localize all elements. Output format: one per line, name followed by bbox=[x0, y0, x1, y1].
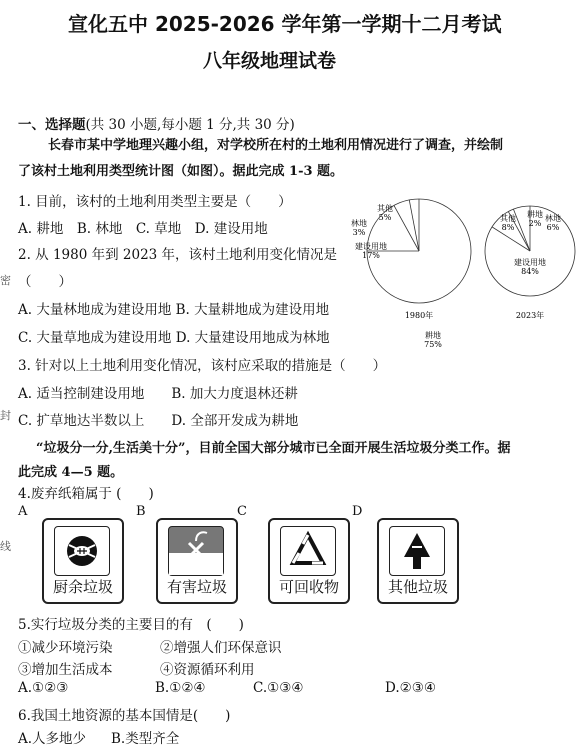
section-heading-label: 一、选择题 bbox=[18, 117, 86, 133]
q1-stem: 1. 目前，该村的土地利用类型主要是（ ） bbox=[18, 194, 292, 210]
bin-other-waste bbox=[377, 518, 459, 604]
section-heading bbox=[18, 113, 295, 133]
pie-chart-title: 2023年 bbox=[515, 311, 545, 320]
q5-option-d: D.②③④ bbox=[385, 680, 436, 696]
q1-options: A. 耕地 B. 林地 C. 草地 D. 建设用地 bbox=[18, 221, 268, 237]
q4-letter-b: B bbox=[136, 504, 146, 519]
q6-option-a: A.人多地少 bbox=[18, 731, 87, 747]
pie-slice-label: 其他 5% bbox=[377, 204, 393, 222]
q6-stem: 6.我国土地资源的基本国情是( ) bbox=[18, 708, 231, 724]
pie-chart-0 bbox=[351, 199, 471, 349]
food-waste-icon bbox=[54, 526, 110, 576]
q4-letter-c: C bbox=[237, 504, 247, 519]
exam-subtitle: 八年级地理试卷 bbox=[203, 50, 337, 72]
passage2-line-1: “垃圾分一分,生活美十分”，目前全国大部分城市已全面开展生活垃圾分类工作。据 bbox=[36, 441, 511, 456]
exam-title: 宣化五中 2025-2026 学年第一学期十二月考试 bbox=[68, 12, 502, 36]
pie-slice-label: 其他 8% bbox=[500, 214, 516, 232]
q3-stem: 3. 针对以上土地利用变化情况，该村应采取的措施是（ ） bbox=[18, 358, 387, 374]
q2-options-cd: C. 大量草地成为建设用地 D. 大量建设用地成为林地 bbox=[18, 330, 330, 346]
hazardous-waste-icon bbox=[168, 526, 224, 576]
intro-line-1: 长春市某中学地理兴趣小组，对学校所在村的土地利用情况进行了调查，并绘制 bbox=[48, 138, 504, 153]
pie-slice-label: 耕地 75% bbox=[424, 331, 442, 349]
pie-slice-label: 林地 6% bbox=[545, 214, 561, 232]
q5-item-1: ①减少环境污染 bbox=[18, 640, 113, 656]
q5-option-b: B.①②④ bbox=[155, 680, 206, 696]
q5-item-2: ②增强人们环保意识 bbox=[160, 640, 282, 656]
q3-options-cd: C. 扩草地达半数以上 D. 全部开发成为耕地 bbox=[18, 413, 299, 429]
margin-mark: 线 bbox=[0, 540, 11, 553]
bin-food-waste-label: 厨余垃圾 bbox=[52, 578, 113, 596]
pie-chart-1 bbox=[485, 206, 575, 320]
pie-slice-label: 建设用地 84% bbox=[514, 258, 546, 276]
margin-mark: 封 bbox=[0, 409, 11, 422]
q4-letter-a: A bbox=[18, 504, 28, 519]
q5-item-3: ③增加生活成本 bbox=[18, 662, 113, 678]
q5-option-a: A.①②③ bbox=[18, 680, 69, 696]
pie-chart-title: 1980年 bbox=[404, 311, 434, 320]
q3-options-ab: A. 适当控制建设用地 B. 加大力度退林还耕 bbox=[18, 386, 298, 402]
bin-recyclable-label: 可回收物 bbox=[278, 578, 339, 596]
bin-hazardous-waste bbox=[156, 518, 238, 604]
bin-hazardous-waste-label: 有害垃圾 bbox=[166, 578, 227, 596]
q4-letter-d: D bbox=[352, 504, 363, 519]
q2-stem-cont: （ ） bbox=[18, 274, 72, 290]
passage2-line-2: 此完成 4—5 题。 bbox=[18, 465, 124, 480]
q2-stem: 2. 从 1980 年到 2023 年，该村土地利用变化情况是 bbox=[18, 247, 338, 263]
q6-option-b: B.类型齐全 bbox=[111, 731, 180, 747]
bin-recyclable bbox=[268, 518, 350, 604]
bin-other-waste-label: 其他垃圾 bbox=[387, 578, 448, 596]
pie-slice-label: 耕地 2% bbox=[527, 210, 543, 228]
section-heading-note: (共 30 小题,每小题 1 分,共 30 分) bbox=[85, 117, 295, 133]
pie-slice-label: 林地 3% bbox=[351, 219, 367, 237]
land-use-pie-charts bbox=[351, 185, 582, 349]
margin-mark: 密 bbox=[0, 274, 11, 287]
intro-line-2: 了该村土地利用类型统计图（如图）。据此完成 1-3 题。 bbox=[18, 164, 344, 179]
pie-slice-label: 建设用地 17% bbox=[355, 242, 387, 260]
q4-stem: 4.废弃纸箱属于 ( ) bbox=[18, 486, 154, 502]
other-waste-icon bbox=[389, 526, 445, 576]
q5-option-c: C.①③④ bbox=[253, 680, 304, 696]
q2-options-ab: A. 大量林地成为建设用地 B. 大量耕地成为建设用地 bbox=[18, 302, 330, 318]
q5-stem: 5.实行垃圾分类的主要目的有 ( ) bbox=[18, 617, 244, 633]
bin-food-waste bbox=[42, 518, 124, 604]
q5-item-4: ④资源循环利用 bbox=[160, 662, 255, 678]
recycle-icon bbox=[280, 526, 336, 576]
